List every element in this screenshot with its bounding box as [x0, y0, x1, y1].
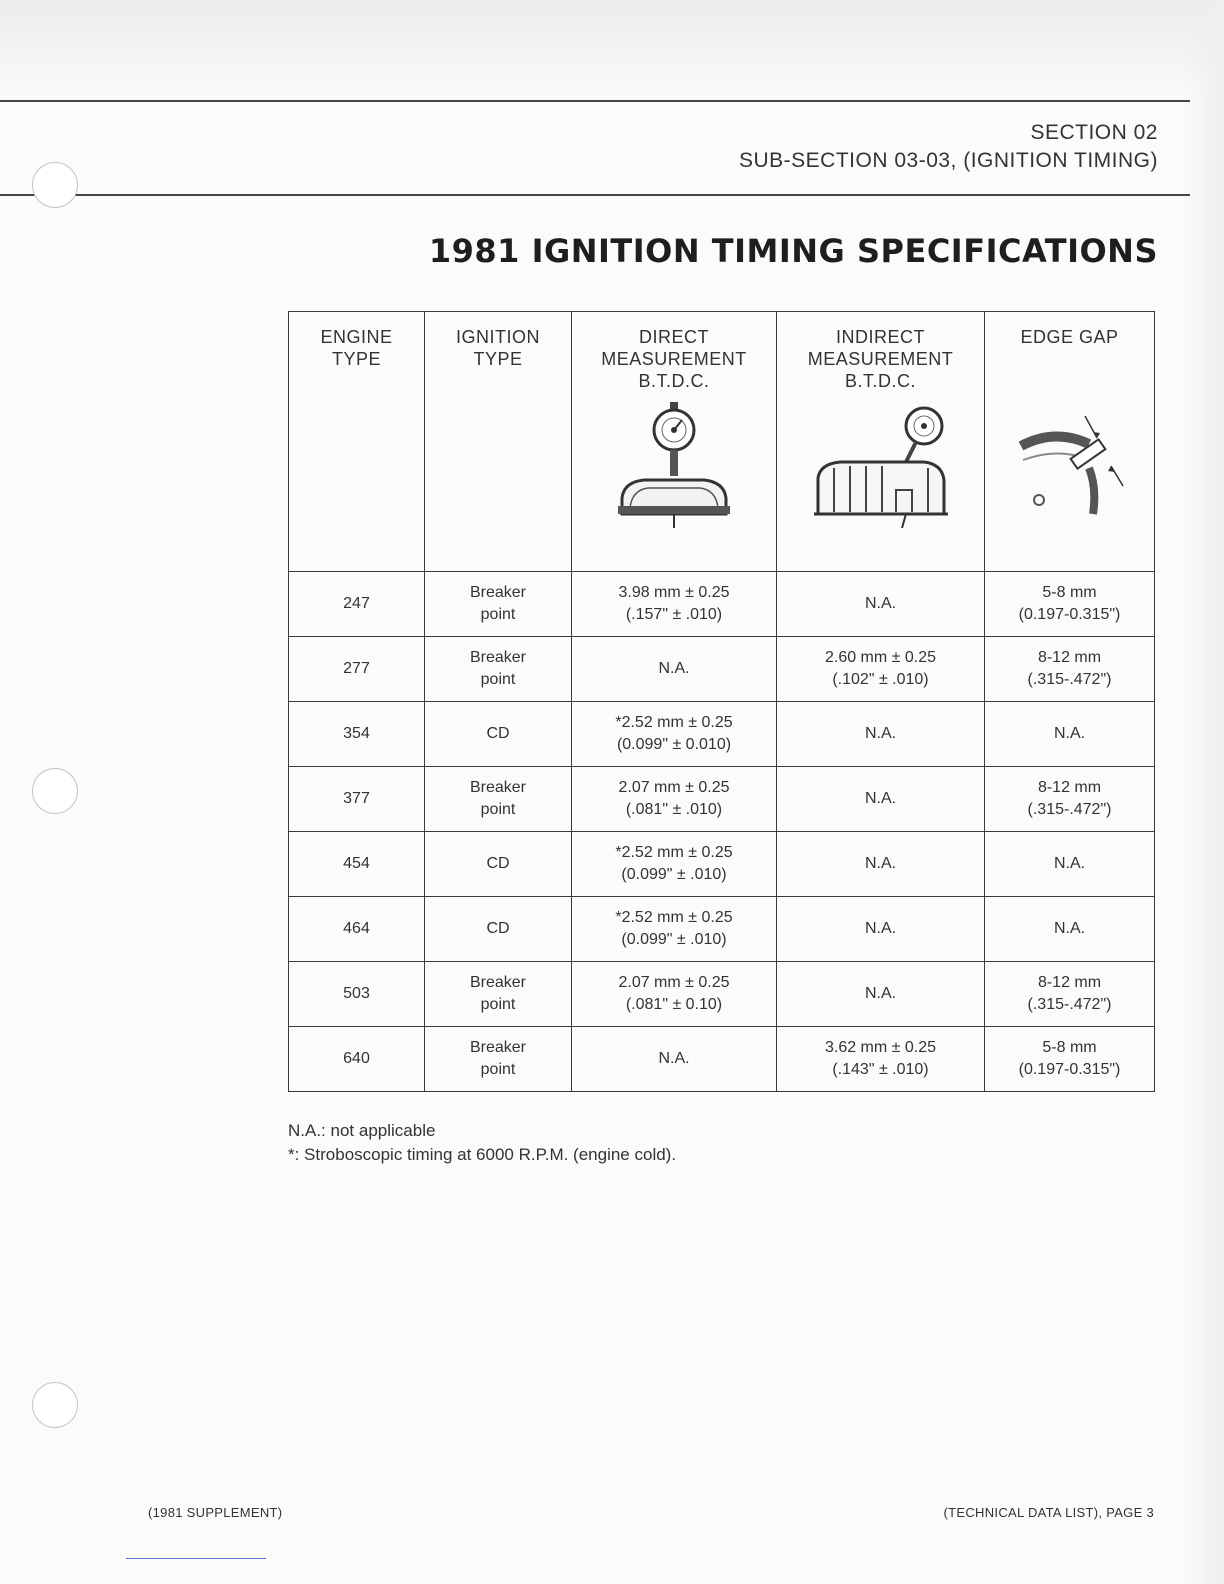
- note-asterisk: *: Stroboscopic timing at 6000 R.P.M. (engine cold).: [288, 1145, 677, 1164]
- header-rule: [0, 194, 1190, 196]
- top-rule: [0, 100, 1190, 102]
- cell-ignition: Breaker point: [425, 1027, 572, 1092]
- scan-shading: [0, 0, 1224, 100]
- table-row: [289, 832, 1155, 897]
- cell-ignition: Breaker point: [425, 572, 572, 637]
- cell-engine: 354: [289, 702, 425, 767]
- cell-direct: N.A.: [572, 1027, 777, 1092]
- cell-edge-gap: 8-12 mm (.315-.472"): [985, 767, 1155, 832]
- page-title: 1981 IGNITION TIMING SPECIFICATIONS: [428, 232, 1158, 270]
- cell-engine: 277: [289, 637, 425, 702]
- binder-hole: [32, 162, 78, 208]
- cell-indirect: N.A.: [777, 832, 985, 897]
- cell-edge-gap: N.A.: [985, 897, 1155, 962]
- column-header-direct-measurement: DIRECT MEASUREMENT B.T.D.C.: [572, 312, 777, 572]
- cell-ignition: CD: [425, 702, 572, 767]
- cell-indirect: 3.62 mm ± 0.25 (.143" ± .010): [777, 1027, 985, 1092]
- section-label: SECTION 02: [1030, 121, 1158, 144]
- cell-direct: 2.07 mm ± 0.25 (.081" ± 0.10): [572, 962, 777, 1027]
- edge-gap-icon: [1015, 408, 1125, 518]
- cell-direct: *2.52 mm ± 0.25 (0.099" ± .010): [572, 897, 777, 962]
- dial-gauge-indirect-icon: [806, 402, 956, 532]
- cell-indirect: N.A.: [777, 897, 985, 962]
- scan-edge-shading: [1184, 0, 1224, 1584]
- table-row: [289, 637, 1155, 702]
- column-header-engine-type: ENGINE TYPE: [289, 312, 425, 572]
- table-row: [289, 767, 1155, 832]
- table-row: [289, 702, 1155, 767]
- cell-ignition: Breaker point: [425, 767, 572, 832]
- cell-indirect: 2.60 mm ± 0.25 (.102" ± .010): [777, 637, 985, 702]
- dial-gauge-direct-icon: [604, 402, 744, 532]
- cell-direct: N.A.: [572, 637, 777, 702]
- binder-hole: [32, 768, 78, 814]
- cell-ignition: CD: [425, 897, 572, 962]
- table-header-row: [289, 312, 1155, 572]
- cell-edge-gap: N.A.: [985, 702, 1155, 767]
- cell-engine: 454: [289, 832, 425, 897]
- table-notes: [288, 1119, 676, 1167]
- column-header-indirect-measurement: INDIRECT MEASUREMENT B.T.D.C.: [777, 312, 985, 572]
- cell-engine: 377: [289, 767, 425, 832]
- binder-hole: [32, 1382, 78, 1428]
- subsection-label: SUB-SECTION 03-03, (IGNITION TIMING): [739, 149, 1158, 172]
- timing-spec-table: [288, 311, 1155, 1092]
- cell-direct: 2.07 mm ± 0.25 (.081" ± .010): [572, 767, 777, 832]
- cell-edge-gap: N.A.: [985, 832, 1155, 897]
- cell-engine: 464: [289, 897, 425, 962]
- footer-left: (1981 SUPPLEMENT): [148, 1505, 283, 1520]
- cell-indirect: N.A.: [777, 572, 985, 637]
- table-row: [289, 1027, 1155, 1092]
- note-na: N.A.: not applicable: [288, 1121, 436, 1140]
- table-row: [289, 897, 1155, 962]
- cell-ignition: Breaker point: [425, 637, 572, 702]
- footer-right: (TECHNICAL DATA LIST), PAGE 3: [943, 1505, 1154, 1520]
- cell-indirect: N.A.: [777, 962, 985, 1027]
- cell-ignition: Breaker point: [425, 962, 572, 1027]
- cell-ignition: CD: [425, 832, 572, 897]
- cell-edge-gap: 8-12 mm (.315-.472"): [985, 637, 1155, 702]
- cell-engine: 247: [289, 572, 425, 637]
- column-header-edge-gap: EDGE GAP: [985, 312, 1155, 572]
- cell-edge-gap: 5-8 mm (0.197-0.315"): [985, 572, 1155, 637]
- cell-indirect: N.A.: [777, 767, 985, 832]
- cell-engine: 503: [289, 962, 425, 1027]
- scan-artifact-line: [126, 1558, 266, 1559]
- cell-engine: 640: [289, 1027, 425, 1092]
- cell-indirect: N.A.: [777, 702, 985, 767]
- table-row: [289, 962, 1155, 1027]
- cell-direct: *2.52 mm ± 0.25 (0.099" ± 0.010): [572, 702, 777, 767]
- column-header-ignition-type: IGNITION TYPE: [425, 312, 572, 572]
- cell-edge-gap: 8-12 mm (.315-.472"): [985, 962, 1155, 1027]
- cell-edge-gap: 5-8 mm (0.197-0.315"): [985, 1027, 1155, 1092]
- cell-direct: 3.98 mm ± 0.25 (.157" ± .010): [572, 572, 777, 637]
- table-row: [289, 572, 1155, 637]
- cell-direct: *2.52 mm ± 0.25 (0.099" ± .010): [572, 832, 777, 897]
